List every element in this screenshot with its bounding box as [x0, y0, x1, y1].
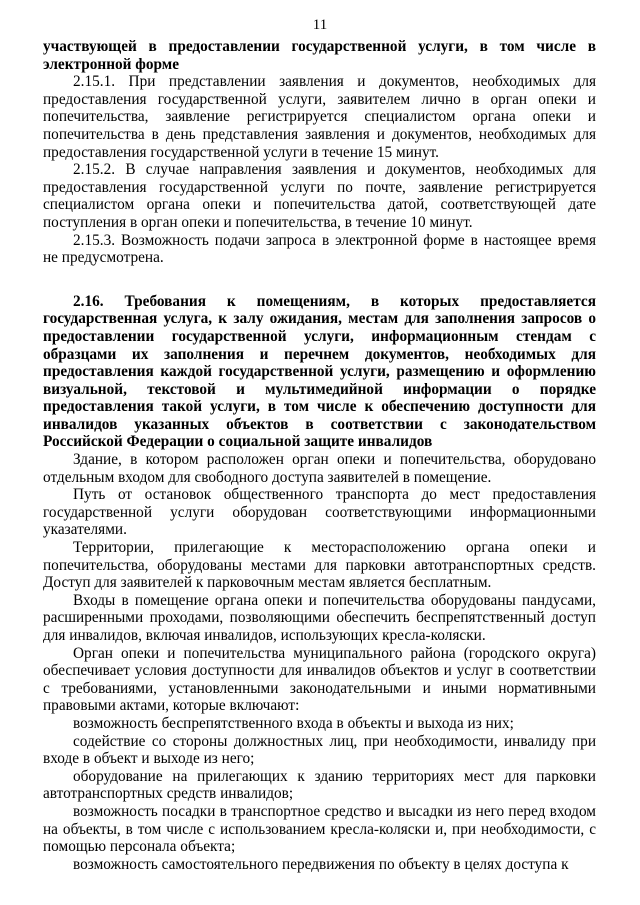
- section-2-16-heading: 2.16. Требования к помещениям, в которых предоставляется государственная услуга, к залу ожидания, местам для заполнения запросов о предоставлении государственной услуги, информационным стендам с образцами их заполнения и перечнем документов, необходимых для предоставления каждой государственной услуги, размещению и оформлению визуальной, текстовой и мультимедийной информации о порядке предоставления такой услуги, в том числе к обеспечению доступности для инвалидов указанных объектов в соответствии с законодательством Российской Федерации о социальной защите инвалидов: [43, 292, 596, 451]
- paragraph-building: Здание, в котором расположен орган опеки и попечительства, оборудовано отдельным входом для свободного доступа заявителей в помещение.: [43, 451, 596, 486]
- paragraph-2-15-1: 2.15.1. При представлении заявления и документов, необходимых для предоставления государственной услуги, заявителем лично в орган опеки и попечительства, заявление регистрируется специалистом органа опеки и попечительства в день представления заявления и документов, необходимых для предоставления государственной услуги в течение 15 минут.: [43, 73, 596, 161]
- paragraph-authority: Орган опеки и попечительства муниципального района (городского округа) обеспечивает условия доступности для инвалидов объектов и услуг в соответствии с требованиями, установленными законодательными и иными нормативными правовыми актами, которые включают:: [43, 644, 596, 715]
- list-item: оборудование на прилегающих к зданию территориях мест для парковки автотранспортных средств инвалидов;: [43, 767, 596, 803]
- paragraph-territories: Территории, прилегающие к месторасположению органа опеки и попечительства, оборудованы местами для парковки автотранспортных средств. Доступ для заявителей к парковочным местам является бесплатным.: [43, 539, 596, 592]
- paragraph-2-15-3: 2.15.3. Возможность подачи запроса в электронной форме в настоящее время не предусмотрена.: [43, 231, 596, 267]
- list-item: возможность беспрепятственного входа в объекты и выхода из них;: [73, 714, 514, 732]
- list-item: возможность самостоятельного передвижения по объекту в целях доступа к: [73, 855, 569, 873]
- section-gap: [43, 267, 596, 293]
- list-item: содействие со стороны должностных лиц, при необходимости, инвалиду при входе в объект и выходе из него;: [43, 732, 596, 768]
- list-item: возможность посадки в транспортное средство и высадки из него перед входом на объекты, в том числе с использованием кресла-коляски и, при необходимости, с помощью персонала объекта;: [43, 802, 596, 856]
- page-number: 11: [312, 17, 328, 33]
- section-2-15-heading: участвующей в предоставлении государственной услуги, в том числе в электронной форме: [43, 38, 596, 73]
- page-content: [43, 38, 596, 873]
- paragraph-entrances: Входы в помещение органа опеки и попечительства оборудованы пандусами, расширенными проходами, позволяющими обеспечить беспрепятственный доступ для инвалидов, включая инвалидов, использующих кресла-коляски.: [43, 591, 596, 644]
- paragraph-path: Путь от остановок общественного транспорта до мест предоставления государственной услуги оборудован соответствующими информационными указателями.: [43, 486, 596, 539]
- paragraph-2-15-2: 2.15.2. В случае направления заявления и документов, необходимых для предоставления государственной услуги по почте, заявление регистрируется специалистом органа опеки и попечительства датой, соответствующей дате поступления в орган опеки и попечительства, в течение 10 минут.: [43, 161, 596, 231]
